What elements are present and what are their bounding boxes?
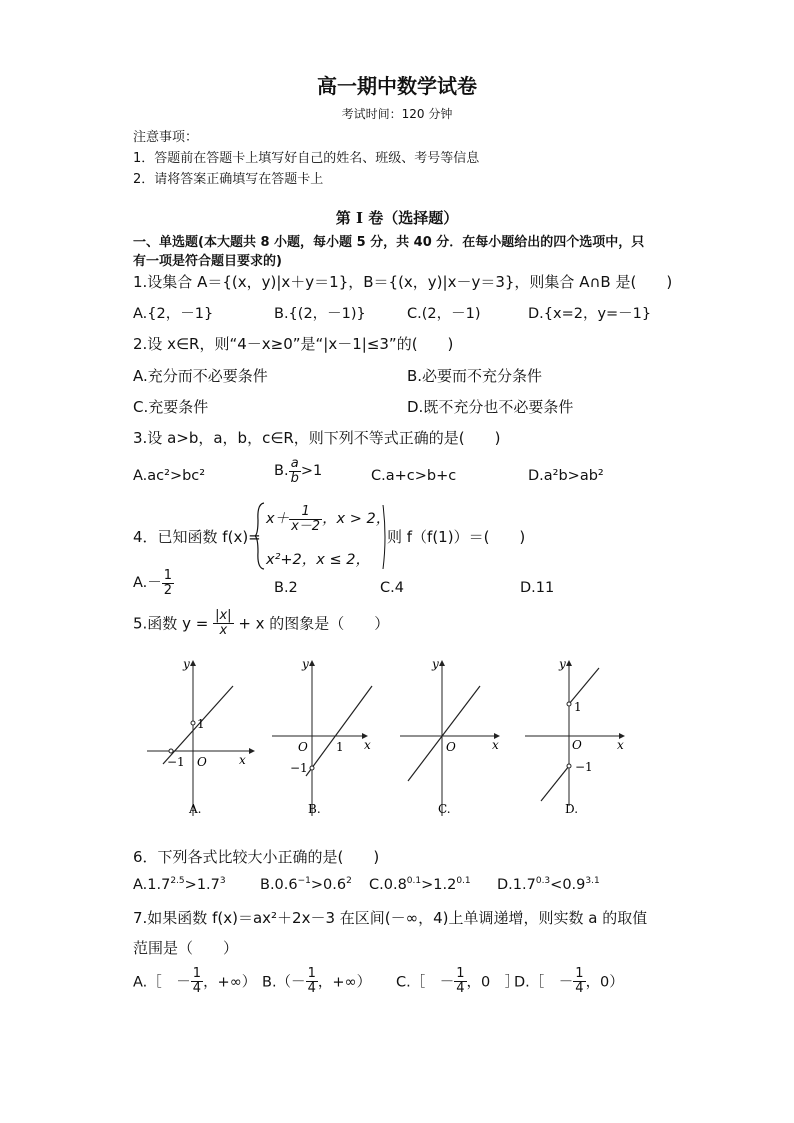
q4-option-a-num: 1 [163, 568, 173, 583]
graph-d-point-2 [567, 764, 571, 768]
exam-time: 考试时间：120 分钟 [341, 107, 453, 121]
graph-c-y-label: y [432, 657, 439, 671]
q1-option-b: B.{(2，－1)} [274, 306, 366, 322]
q6-b-exp1: −1 [297, 876, 311, 886]
q7-b-prefix: B.（－ [262, 974, 306, 991]
q7-c-prefix: C.［ － [396, 974, 455, 991]
q1-option-d: D.{x=2，y=－1} [528, 306, 652, 322]
graph-a-mark-2: −1 [167, 755, 185, 769]
graph-a-origin: O [197, 755, 207, 769]
q6-c-base1: C.0.8 [369, 876, 407, 893]
notes-item-2: 2．请将答案正确填写在答题卡上 [133, 172, 324, 187]
q4-option-a [133, 569, 174, 597]
q6-a-exp1: 2.5 [170, 876, 185, 886]
graph-a-x-arrow [249, 748, 255, 754]
graph-c-x-label: x [492, 738, 499, 752]
q5-graph-b-svg [270, 656, 380, 821]
graph-d-x-label: x [617, 738, 624, 752]
q5-stem-prefix: 5.函数 y = [133, 614, 209, 633]
section-instruction-line2: 有一项是符合题目要求的) [133, 254, 282, 269]
graph-c-line [408, 686, 480, 781]
q5-graph-c [398, 656, 508, 825]
q6-option-a [133, 876, 226, 893]
q7-stem-line1: 7.如果函数 f(x)＝ax²＋2x－3 在区间(－∞，4)上单调递增，则实数 a 的取值 [133, 909, 648, 927]
graph-c-y-arrow [439, 660, 445, 666]
graph-d-y-label: y [559, 657, 566, 671]
q7-b-num: 1 [307, 966, 316, 981]
q7-d-suffix: ，0） [585, 974, 624, 991]
graph-d-line-upper [569, 668, 599, 704]
graph-a-y-arrow [190, 660, 196, 666]
q6-b-base1: B.0.6 [260, 876, 298, 893]
q6-option-c [369, 876, 471, 893]
section-instruction-line1: 一、单选题(本大题共 8 小题，每小题 5 分，共 40 分．在每小题给出的四个选项中，只 [133, 235, 645, 250]
graph-d-mark-2: −1 [575, 760, 593, 774]
graph-b-point [310, 766, 314, 770]
q7-c-den: 4 [456, 980, 465, 996]
q2-stem: 2.设 x∈R，则“4－x≥0”是“|x－1|≤3”的( ) [133, 335, 454, 353]
graph-a-point-2 [169, 749, 173, 753]
q7-c-suffix: ，0 ］ [466, 974, 520, 991]
graph-a-x-label: x [239, 753, 246, 767]
q4-stem-prefix: 4．已知函数 f(x)= [133, 528, 261, 546]
q4-case1-fraction [289, 505, 322, 533]
graph-b-x-label: x [364, 738, 371, 752]
section-title: 第 I 卷（选择题） [335, 209, 459, 227]
graph-d-line-lower [541, 766, 569, 801]
q3-option-a: A.ac²>bc² [133, 468, 206, 484]
q7-b-fraction [306, 967, 318, 995]
q6-a-exp2: 3 [219, 876, 226, 886]
graph-b-mark-2: −1 [290, 761, 308, 775]
q7-a-den: 4 [192, 980, 202, 996]
q3-option-b-prefix: B. [274, 463, 289, 480]
graph-b-origin: O [298, 740, 308, 754]
q2-option-d: D.既不充分也不必要条件 [407, 398, 574, 416]
q7-option-d [514, 967, 624, 995]
q3-option-b-suffix: >1 [300, 463, 323, 480]
graph-c-origin: O [446, 740, 456, 754]
q5-frac-num: |x| [215, 608, 232, 623]
q7-d-den: 4 [575, 980, 584, 996]
q6-option-d [497, 876, 600, 893]
q2-option-b: B.必要而不充分条件 [407, 367, 543, 385]
q3-stem: 3.设 a>b，a，b，c∈R，则下列不等式正确的是( ) [133, 429, 501, 447]
q4-case1-den: x－2 [291, 518, 321, 534]
q6-option-b [260, 876, 352, 893]
q7-stem-line2: 范围是（ ） [133, 939, 239, 957]
q1-option-c: C.(2，－1) [407, 306, 481, 322]
q2-option-a: A.充分而不必要条件 [133, 367, 268, 385]
q6-d-base1: D.1.7 [497, 876, 536, 893]
q1-option-a: A.{2，－1} [133, 306, 214, 322]
q7-option-b [262, 967, 371, 995]
q7-d-prefix: D.［ － [514, 974, 574, 991]
q4-option-a-prefix: A.－ [133, 575, 162, 592]
graph-d-origin: O [572, 738, 582, 752]
q7-a-fraction [191, 967, 203, 995]
q6-a-base1: A.1.7 [133, 876, 171, 893]
q4-case1-cond: ，x > 2， [322, 511, 391, 528]
q5-graph-a [145, 656, 255, 825]
q3-option-c: C.a+c>b+c [371, 468, 457, 484]
graph-d-caption: D. [565, 802, 579, 816]
graph-b-line [306, 686, 372, 776]
graph-a-caption: A. [189, 802, 202, 816]
q3-option-b-fraction [289, 457, 301, 485]
notes-item-1: 1．答题前在答题卡上填写好自己的姓名、班级、考号等信息 [133, 151, 480, 166]
q4-option-c: C.4 [380, 580, 404, 596]
q6-c-base2: >1.2 [421, 876, 457, 893]
graph-b-y-label: y [302, 657, 309, 671]
q7-option-c [396, 967, 519, 995]
q6-d-exp2: 3.1 [585, 876, 600, 886]
q6-a-base2: >1.7 [184, 876, 220, 893]
q5-fraction [213, 609, 233, 637]
q5-graph-d-svg [523, 656, 633, 821]
q7-c-fraction [454, 967, 466, 995]
q4-option-a-den: 2 [163, 582, 173, 598]
q7-b-den: 4 [307, 980, 316, 996]
q4-case1-num: 1 [289, 505, 322, 520]
q3-option-b-num: a [289, 457, 301, 472]
q6-b-exp2: 2 [346, 876, 352, 886]
graph-a-point-1 [191, 721, 195, 725]
q7-a-suffix: ，+∞） [203, 974, 257, 991]
graph-d-mark-1: 1 [574, 700, 582, 714]
q7-d-num: 1 [575, 966, 584, 981]
q5-graph-d [523, 656, 633, 825]
q4-case1-a: x＋ [266, 511, 290, 528]
q1-stem: 1.设集合 A＝{(x，y)|x＋y＝1}，B＝{(x，y)|x－y＝3}，则集合 A∩B 是( ) [133, 273, 673, 291]
q4-option-b: B.2 [274, 580, 298, 596]
graph-a-y-label: y [183, 657, 190, 671]
page-title: 高一期中数学试卷 [317, 74, 477, 98]
graph-c-caption: C. [438, 802, 451, 816]
q7-option-a [133, 967, 256, 995]
graph-b-mark-1: 1 [336, 740, 344, 754]
q5-graph-a-svg [145, 656, 255, 821]
q4-option-d: D.11 [520, 580, 555, 596]
q4-case-1 [266, 505, 390, 533]
q7-a-num: 1 [192, 966, 202, 981]
notes-heading: 注意事项： [133, 130, 199, 145]
q2-option-c: C.充要条件 [133, 398, 209, 416]
q5-graph-c-svg [398, 656, 508, 821]
q7-c-num: 1 [456, 966, 465, 981]
q3-option-b-den: b [290, 470, 299, 486]
graph-d-y-arrow [566, 660, 572, 666]
q5-graph-b [270, 656, 380, 825]
q6-d-exp1: 0.3 [535, 876, 551, 886]
q7-b-suffix: ，+∞） [317, 974, 372, 991]
q4-case-2: x²+2，x ≤ 2， [266, 552, 370, 568]
q4-left-brace [255, 502, 265, 570]
q6-stem: 6．下列各式比较大小正确的是( ) [133, 848, 380, 866]
q6-c-exp2: 0.1 [456, 876, 471, 886]
q5-stem [133, 609, 389, 637]
graph-b-caption: B. [308, 802, 321, 816]
q5-stem-suffix: + x 的图象是（ ） [238, 614, 390, 633]
q7-a-prefix: A.［ － [133, 974, 191, 991]
q6-c-exp1: 0.1 [406, 876, 422, 886]
graph-b-y-arrow [309, 660, 315, 666]
q5-frac-den: x [219, 622, 228, 638]
q6-b-base2: >0.6 [310, 876, 347, 893]
q4-stem-suffix: 则 f（f(1)）＝( ) [387, 528, 526, 546]
q4-option-a-fraction [162, 569, 174, 597]
q6-d-base2: <0.9 [550, 876, 586, 893]
graph-d-point-1 [567, 702, 571, 706]
graph-a-mark-1: 1 [197, 717, 205, 731]
q3-option-b [274, 457, 322, 485]
q3-option-d: D.a²b>ab² [528, 468, 604, 484]
q7-d-fraction [573, 967, 585, 995]
